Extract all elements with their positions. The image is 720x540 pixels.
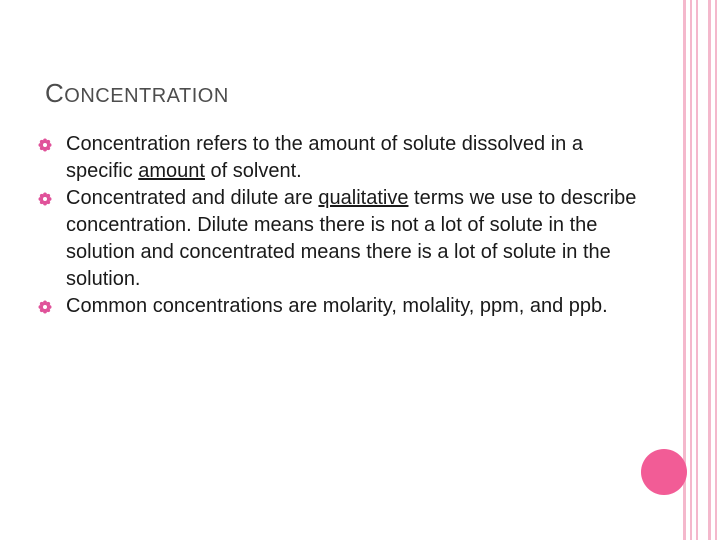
accent-line [708, 0, 711, 540]
title-first-letter: C [45, 78, 65, 108]
title-rest: ONCENTRATION [64, 85, 229, 107]
bullet-item [38, 293, 638, 320]
underlined-term: qualitative [318, 187, 409, 209]
gear-flower-icon [38, 138, 52, 152]
bullet-text [66, 133, 583, 182]
decorative-dot [641, 449, 687, 495]
bullet-text [66, 187, 636, 290]
bullet-text [66, 295, 608, 317]
gear-flower-icon [38, 192, 52, 206]
bullet-item [38, 185, 638, 293]
underlined-term: amount [138, 160, 205, 182]
accent-line [690, 0, 692, 540]
bullet-list [38, 131, 638, 320]
bullet-text-run: of solvent. [204, 160, 302, 182]
bullet-text-run: Concentrated and dilute are [66, 187, 319, 209]
accent-line [696, 0, 698, 540]
bullet-text-run: Common concentrations are molarity, molality, ppm, and ppb. [66, 295, 608, 317]
bullet-text-run: terms we use to describe concentration. Dilute means there is not a lot of solute in the solution and concentrated means there is a lot of solute in the solution. [66, 187, 637, 290]
gear-flower-icon [38, 300, 52, 314]
bullet-text-run: Concentration refers to the amount of solute dissolved in a specific [66, 133, 583, 182]
slide-title [45, 78, 229, 109]
bullet-item [38, 131, 638, 185]
accent-line [715, 0, 717, 540]
